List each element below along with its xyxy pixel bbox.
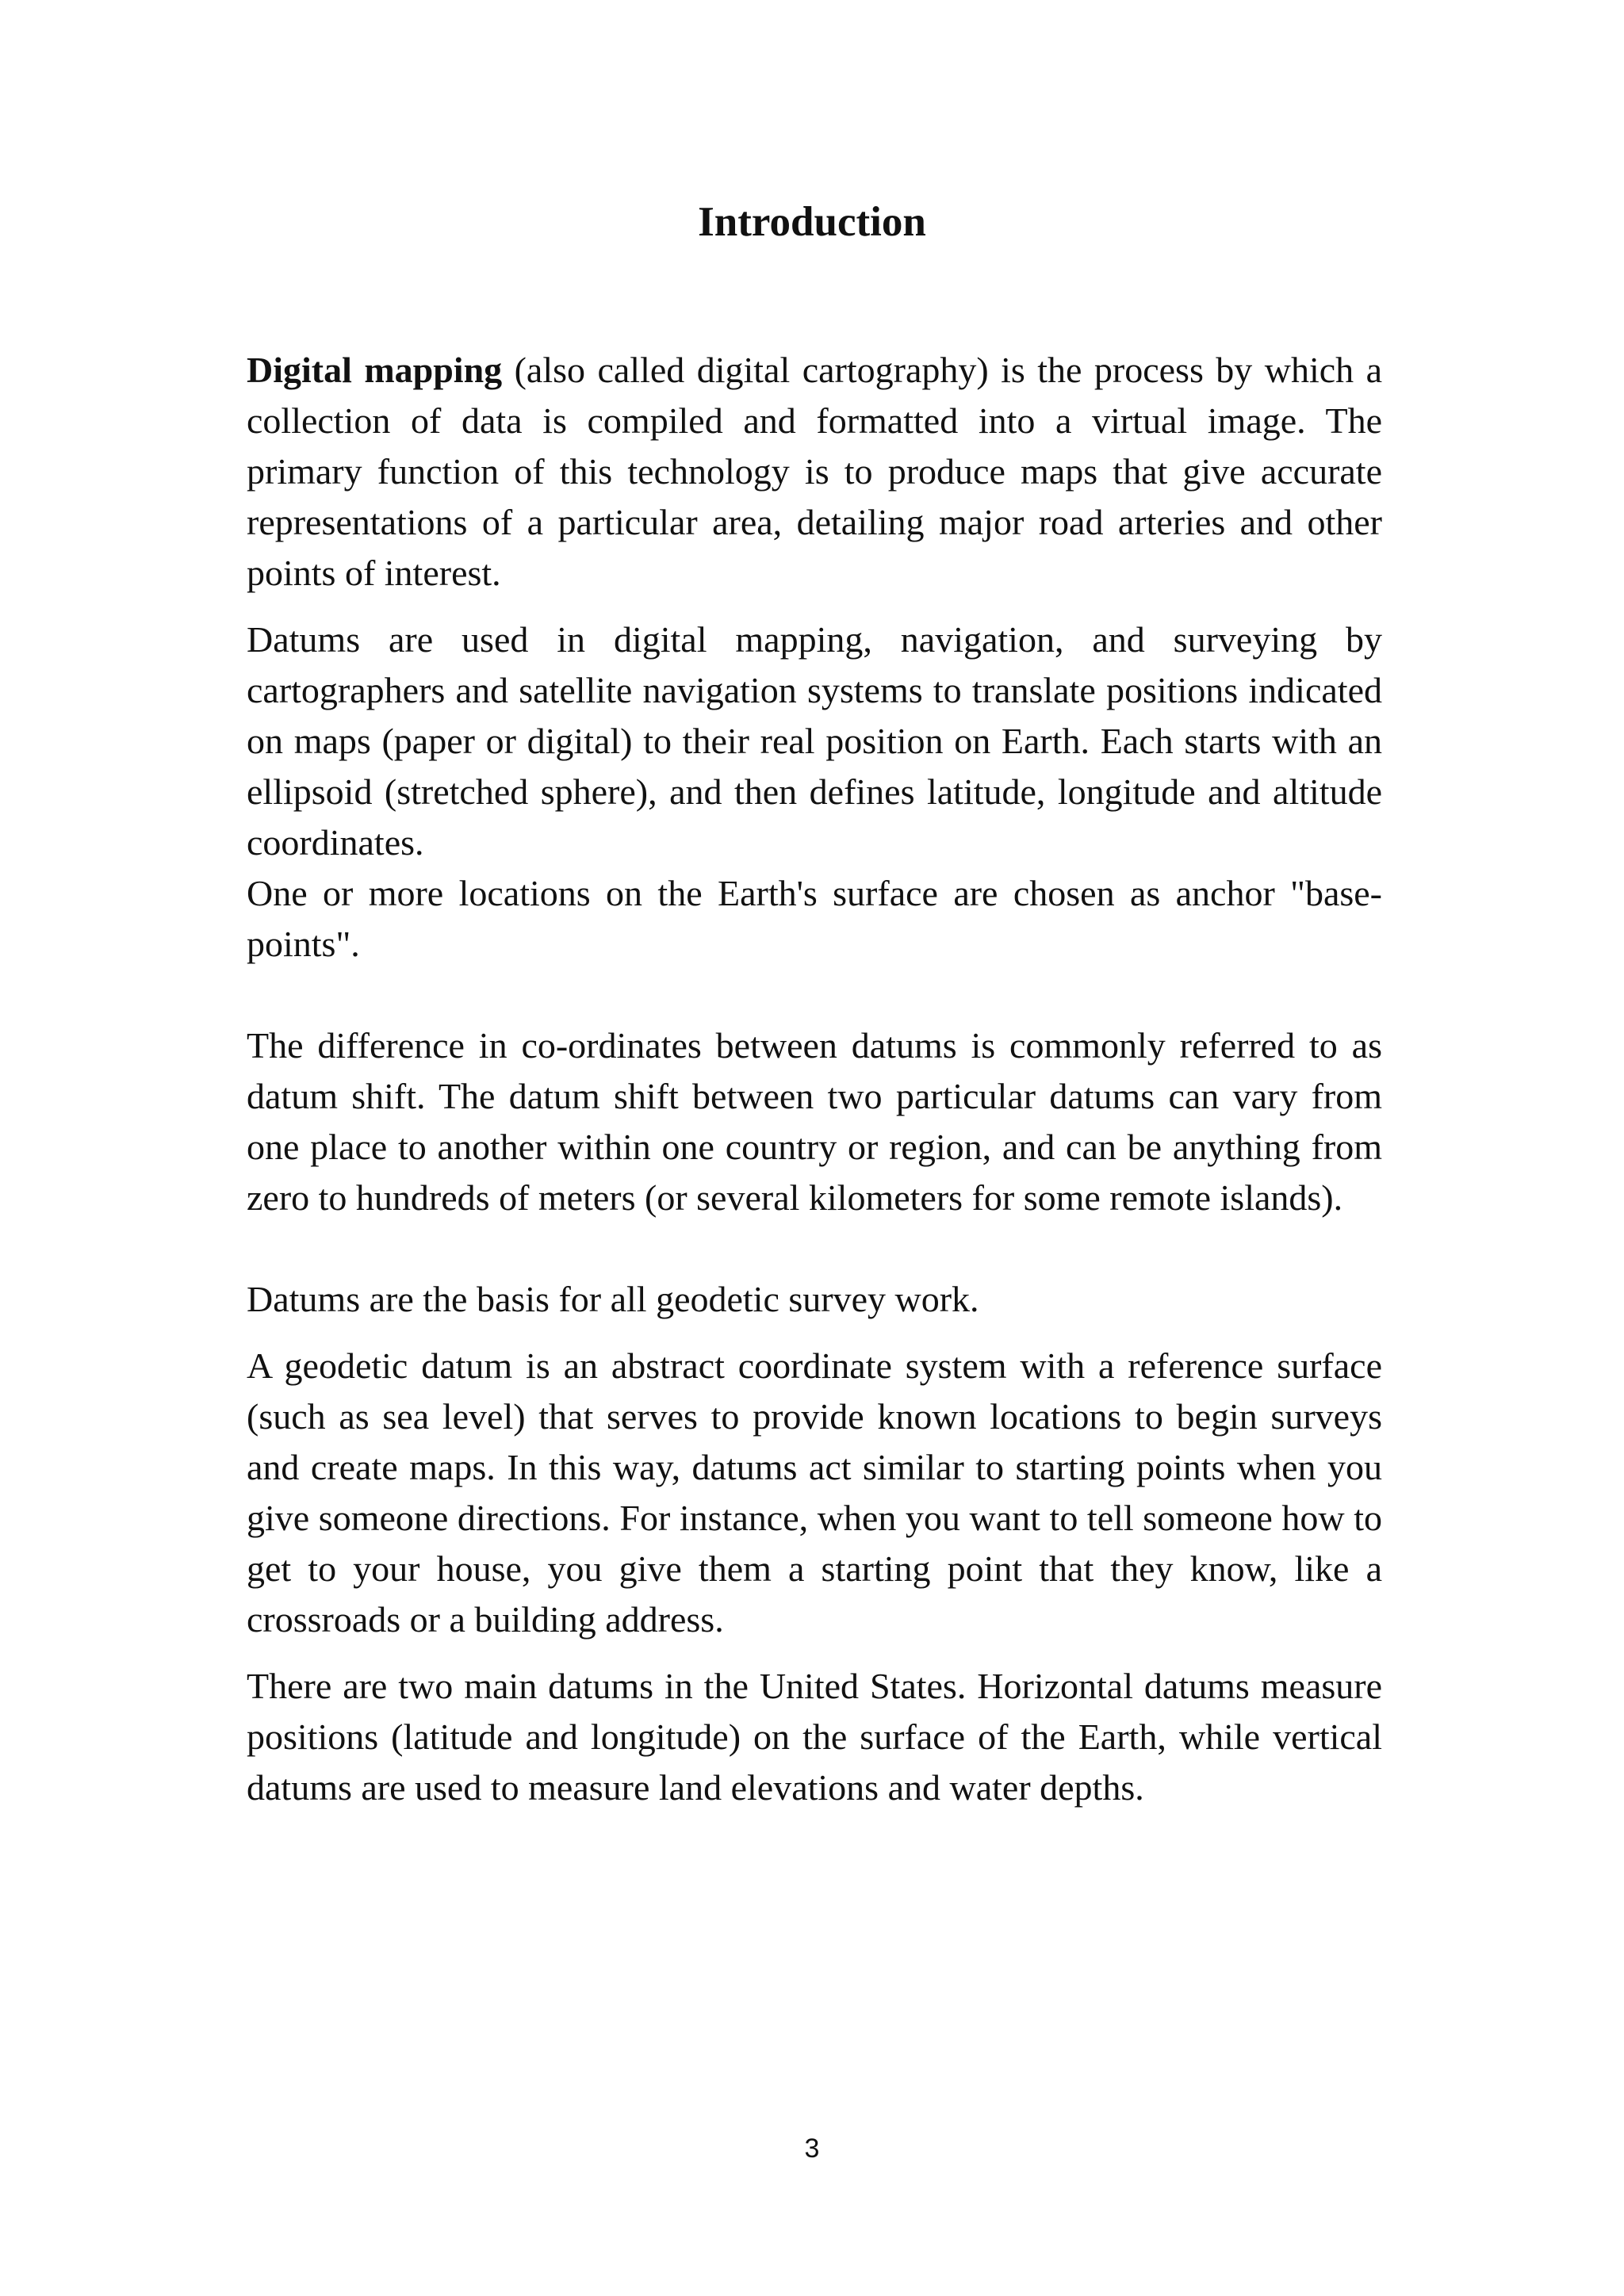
paragraph-us-datums: There are two main datums in the United States. Horizontal datums measure positions (latitude and longitude) on the surface of the Earth, while vertical datums are used to measure land elevations and water depths.: [247, 1666, 1382, 1808]
term-digital-mapping: Digital mapping: [247, 350, 503, 390]
paragraph-base-points: One or more locations on the Earth's surface are chosen as anchor "base-points".: [247, 873, 1382, 964]
paragraph-digital-mapping: [247, 345, 1382, 599]
page-title: Introduction: [698, 199, 926, 245]
paragraph-geodetic-datum: A geodetic datum is an abstract coordinate system with a reference surface (such as sea level) that serves to provide known locations to begin surveys and create maps. In this way, datums act similar to starting points when you give someone directions. For instance, when you want to tell someone how to get to your house, you give them a starting point that they know, like a crossroads or a building address.: [247, 1345, 1382, 1640]
paragraph-spacer: [247, 1645, 1382, 1661]
paragraph-spacer: [247, 599, 1382, 614]
body-text: [247, 345, 1382, 1813]
paragraph-datums-usage: Datums are used in digital mapping, navigation, and surveying by cartographers and satellite navigation systems to translate positions indicated on maps (paper or digital) to their real position on Earth. Each starts with an ellipsoid (stretched sphere), and then defines latitude, longitude and altitude coordinates.: [247, 619, 1382, 863]
paragraph-geodetic-basis: Datums are the basis for all geodetic survey work.: [247, 1279, 979, 1319]
paragraph-spacer: [247, 1223, 1382, 1274]
page-number: 3: [804, 2133, 820, 2164]
paragraph-datum-shift: The difference in co-ordinates between datums is commonly referred to as datum shift. The datum shift between two particular datums can vary from one place to another within one country or region, and can be anything from zero to hundreds of meters (or several kilometers for some remote islands).: [247, 1025, 1382, 1218]
paragraph-digital-mapping-text: (also called digital cartography) is the process by which a collection of data is compiled and formatted into a virtual image. The primary function of this technology is to produce maps that give accurate representations of a particular area, detailing major road arteries and other points of interest.: [247, 350, 1382, 593]
paragraph-spacer: [247, 1325, 1382, 1341]
paragraph-spacer: [247, 970, 1382, 1020]
